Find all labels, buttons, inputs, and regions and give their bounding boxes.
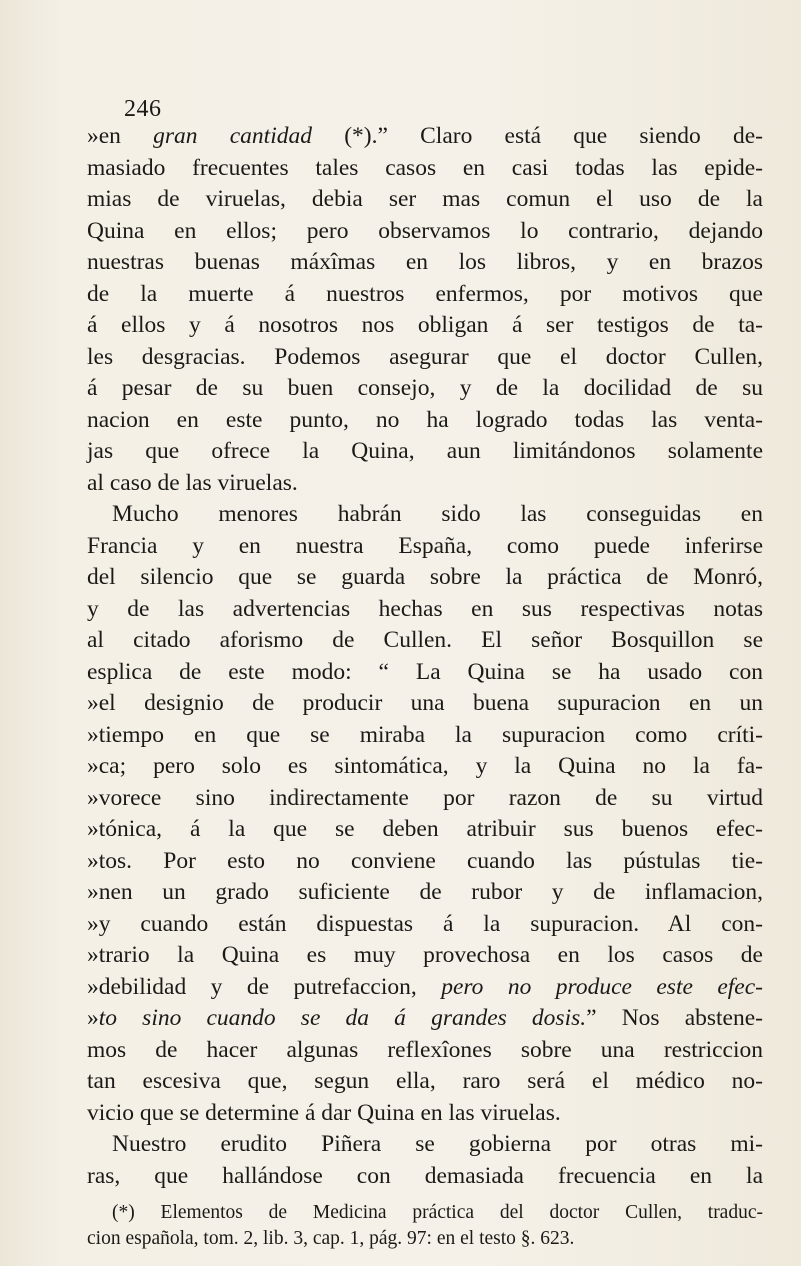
- text-segment: jas que ofrece la Quina, aun limitándonos solamente: [87, 438, 763, 464]
- text-line: [87, 1066, 763, 1098]
- text-line: [87, 373, 763, 405]
- text-segment: »vorece sino indirectamente por razon de su virtud: [87, 784, 763, 811]
- text-segment: »debilidad y de putrefaccion,: [87, 973, 442, 1000]
- italic-text: gran cantidad: [153, 123, 312, 149]
- text-line: [87, 972, 763, 1004]
- text-line: [87, 342, 763, 374]
- text-line: [87, 499, 763, 531]
- text-line: [87, 310, 763, 342]
- text-line: [87, 153, 763, 185]
- text-segment: y de las advertencias hechas en sus respectivas notas: [87, 595, 763, 622]
- text-line: [87, 247, 763, 279]
- text-segment: á pesar de su buen consejo, y de la docilidad de su: [87, 375, 763, 401]
- text-line: [87, 814, 763, 846]
- text-segment: »trario la Quina es muy provechosa en los casos de: [87, 942, 763, 968]
- text-line: [87, 940, 763, 972]
- text-line: [87, 751, 763, 783]
- text-line: [87, 688, 763, 720]
- text-segment: »ca; pero solo es sintomática, y la Quina no la fa-: [87, 753, 763, 779]
- text-segment: »tiempo en que se miraba la supuracion como críti-: [87, 721, 763, 748]
- text-line: [87, 877, 763, 909]
- text-segment: ras, que hallándose con demasiada frecuencia en la: [87, 1162, 763, 1189]
- text-line: [87, 121, 763, 153]
- text-line: [87, 909, 763, 941]
- text-segment: mos de hacer algunas reflexîones sobre una restriccion: [87, 1036, 763, 1063]
- text-segment: »y cuando están dispuestas á la supuracion. Al con-: [87, 910, 763, 937]
- text-segment: vicio que se determine á dar Quina en las viruelas.: [87, 1099, 561, 1126]
- text-segment: les desgracias. Podemos asegurar que el doctor Cullen,: [87, 343, 763, 370]
- text-segment: »en: [87, 123, 154, 149]
- text-segment: masiado frecuentes tales casos en casi todas las epide-: [87, 154, 763, 181]
- text-segment: Quina en ellos; pero observamos lo contrario, dejando: [87, 217, 763, 244]
- text-segment: Nuestro erudito Piñera se gobierna por otras mi-: [112, 1131, 763, 1157]
- text-line: [87, 436, 763, 468]
- text-line: [87, 846, 763, 878]
- text-line: [87, 594, 763, 626]
- text-segment: »tos. Por esto no conviene cuando las pústulas tie-: [87, 847, 763, 874]
- text-segment: al caso de las viruelas.: [87, 469, 298, 496]
- text-segment: del silencio que se guarda sobre la práctica de Monró,: [87, 564, 763, 590]
- text-segment: mias de viruelas, debia ser mas comun el uso de la: [87, 186, 763, 212]
- italic-text: pero no produce este efec-: [441, 973, 763, 1000]
- footnote: [87, 1200, 763, 1252]
- text-line: [87, 184, 763, 216]
- italic-text: to sino cuando se da á grandes dosis.: [98, 1005, 587, 1031]
- text-segment: »el designio de producir una buena supuracion en un: [87, 690, 763, 716]
- text-segment: ” Nos abstene-: [586, 1005, 763, 1031]
- text-segment: esplica de este modo: “ La Quina se ha usado con: [87, 658, 763, 685]
- text-segment: »nen un grado suficiente de rubor y de inflamacion,: [87, 879, 763, 905]
- text-segment: Francia y en nuestra España, como puede inferirse: [87, 532, 763, 559]
- footnote-line: (*) Elementos de Medicina práctica del doctor Cullen, traduc-: [112, 1202, 763, 1223]
- text-segment: Mucho menores habrán sido las conseguidas en: [112, 501, 763, 527]
- body-text: [87, 121, 763, 1192]
- text-line: [87, 1098, 763, 1130]
- page-number: 246: [124, 96, 162, 122]
- text-line: [87, 1129, 763, 1161]
- text-line: [87, 657, 763, 689]
- text-line: [87, 625, 763, 657]
- text-line: [87, 1003, 763, 1035]
- text-segment: nuestras buenas máxîmas en los libros, y en brazos: [87, 249, 763, 275]
- text-line: [87, 783, 763, 815]
- text-line: [87, 279, 763, 311]
- text-line: [87, 531, 763, 563]
- text-segment: al citado aforismo de Cullen. El señor Bosquillon se: [87, 627, 763, 653]
- text-line: [87, 1035, 763, 1067]
- text-line: [87, 468, 763, 500]
- text-line: [87, 720, 763, 752]
- text-segment: de la muerte á nuestros enfermos, por motivos que: [87, 280, 763, 307]
- text-line: [87, 1161, 763, 1193]
- text-segment: (*).” Claro está que siendo de-: [311, 123, 763, 149]
- text-segment: á ellos y á nosotros nos obligan á ser testigos de ta-: [87, 312, 763, 338]
- text-line: [87, 216, 763, 248]
- text-segment: »tónica, á la que se deben atribuir sus buenos efec-: [87, 816, 763, 842]
- text-line: [87, 405, 763, 437]
- text-segment: nacion en este punto, no ha logrado todas las venta-: [87, 406, 763, 433]
- footnote-line: cion española, tom. 2, lib. 3, cap. 1, pág. 97: en el testo §. 623.: [87, 1228, 575, 1249]
- text-line: [87, 562, 763, 594]
- text-segment: »: [87, 1005, 99, 1031]
- text-segment: tan escesiva que, segun ella, raro será el médico no-: [87, 1068, 763, 1094]
